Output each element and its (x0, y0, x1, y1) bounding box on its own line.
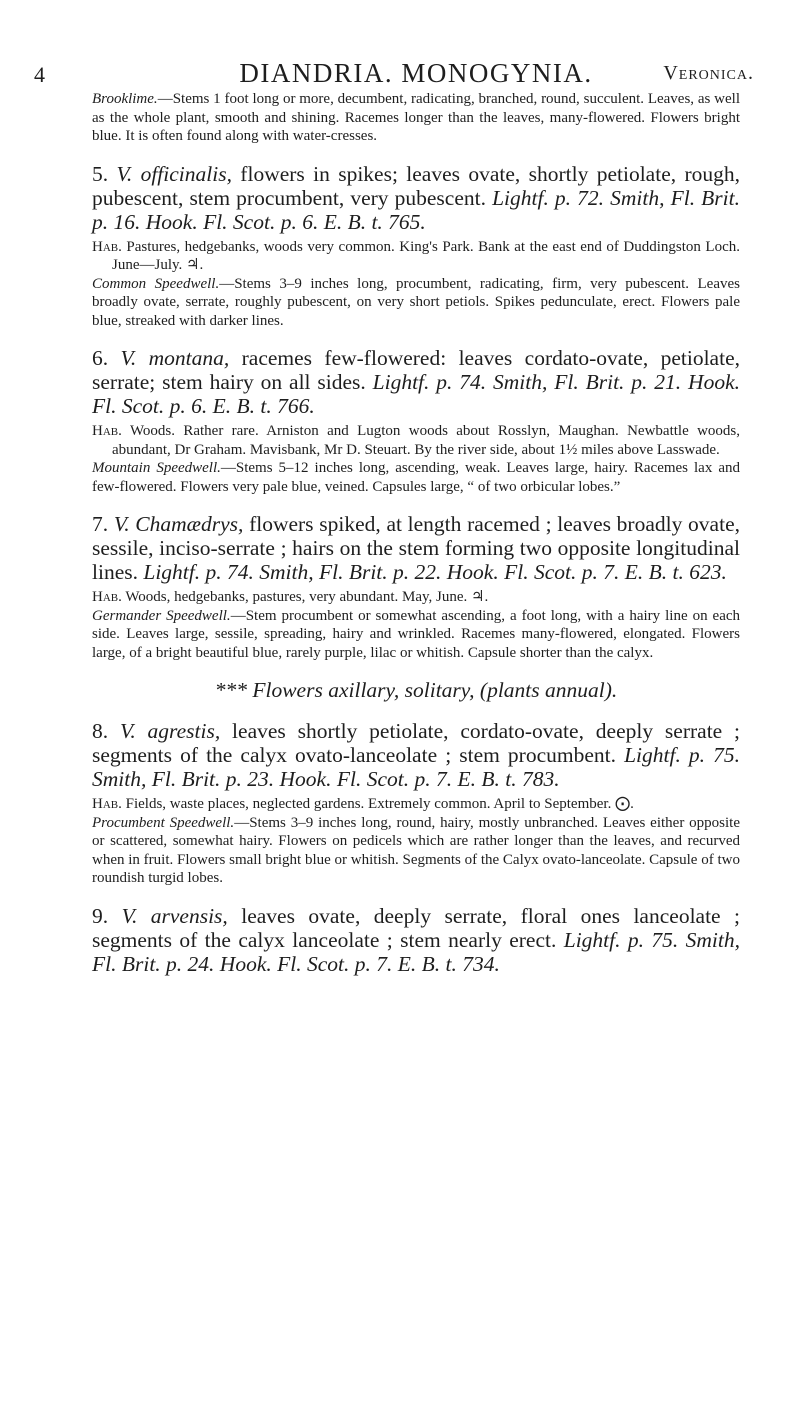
species-references: Lightf. p. 74. Smith, Fl. Brit. p. 21. Hook. Fl. Scot. p. 6. E. B. t. 766. (92, 370, 740, 418)
running-header (34, 44, 754, 88)
habitat (92, 422, 740, 459)
common-note (92, 607, 740, 663)
common-name: Germander Speedwell. (92, 607, 231, 624)
species-name: V. montana, (120, 346, 230, 370)
species-number: 6. (92, 346, 109, 370)
species-diagnosis: racemes few-flowered: leaves cordato-ovate, petiolate, serrate; stem hairy on all sides. (92, 346, 740, 394)
species-number: 7. (92, 512, 109, 536)
running-title: DIANDRIA. MONOGYNIA. (239, 58, 593, 88)
habitat-text: Woods. Rather rare. Arniston and Lugton woods about Rosslyn, Maughan. Newbattle woods, abundant, Dr Graham. Mavisbank, Mr D. Steuart. By the river side, about 1½ miles above Lasswade. (112, 423, 740, 458)
brooklime-note (92, 90, 740, 146)
species-references: Lightf. p. 75. Smith, Fl. Brit. p. 23. Hook. Fl. Scot. p. 7. E. B. t. 783. (92, 743, 740, 791)
common-name: Common Speedwell. (92, 275, 220, 292)
hab-label: Hab. (92, 589, 122, 605)
species-references: Lightf. p. 72. Smith, Fl. Brit. p. 16. Hook. Fl. Scot. p. 6. E. B. t. 765. (92, 185, 740, 234)
species-diagnosis: flowers spiked, at length racemed ; leaves broadly ovate, sessile, inciso-serrate ; hairs on the stem forming two opposite longitudinal lines. (92, 512, 740, 584)
species-entry (92, 512, 740, 584)
habitat (92, 795, 740, 814)
hab-label: Hab. (92, 423, 122, 439)
species-entry (92, 162, 740, 234)
common-description: —Stems 1 foot long or more, decumbent, radicating, branched, round, succulent. Leaves, as well as the whole plant, smooth and shining. Racemes longer than the leaves, many-flowered. Flowers bright blue. It is often found along with water-cresses. (92, 91, 740, 144)
species-entry (92, 719, 740, 791)
species-diagnosis: flowers in spikes; leaves ovate, shortly petiolate, rough, pubescent, stem procumbent, very pubescent. (92, 161, 740, 210)
species-diagnosis: leaves shortly petiolate, cordato-ovate, deeply serrate ; segments of the calyx ovato-lanceolate ; stem procumbent. (92, 719, 741, 767)
common-description: —Stems 5–12 inches long, ascending, weak. Leaves large, hairy. Racemes lax and few-flowered. Flowers very pale blue, veined. Capsules large, “ of two orbicular lobes.” (92, 460, 740, 495)
species-references: Lightf. p. 74. Smith, Fl. Brit. p. 22. Hook. Fl. Scot. p. 7. E. B. t. 623. (143, 560, 727, 584)
genus-heading: Veronica. (663, 62, 754, 84)
common-note (92, 814, 740, 888)
species-name: V. Chamædrys, (113, 512, 244, 536)
habitat (92, 588, 740, 607)
species-name: V. arvensis, (121, 903, 228, 928)
species-name: V. agrestis, (119, 719, 221, 743)
species-name: V. officinalis, (116, 161, 232, 186)
common-name: Procumbent Speedwell. (92, 814, 235, 831)
common-description: —Stems 3–9 inches long, procumbent, radicating, firm, very pubescent. Leaves broadly ovate, serrate, roughly pubescent, on very short petiols. Spikes pedunculate, erect. Flowers pale blue, streaked with darker lines. (92, 275, 740, 329)
species-entry (92, 904, 740, 976)
species-diagnosis: leaves ovate, deeply serrate, floral ones lanceolate ; segments of the calyx lanceolate ; stem nearly erect. (92, 903, 741, 952)
common-note (92, 459, 740, 496)
habitat-text: Fields, waste places, neglected gardens. Extremely common. April to September. ⨀. (121, 796, 634, 812)
hab-label: Hab. (92, 238, 122, 255)
common-name: Mountain Speedwell. (92, 460, 221, 476)
species-number: 8. (92, 719, 109, 743)
habitat (92, 238, 740, 275)
habitat-text: Pastures, hedgebanks, woods very common. King's Park. Bank at the east end of Duddingston Loch. June—July. ♃. (112, 238, 740, 273)
habitat-text: Woods, hedgebanks, pastures, very abundant. May, June. ♃. (121, 589, 489, 605)
page-number: 4 (34, 62, 45, 87)
common-note (92, 275, 740, 331)
hab-label: Hab. (92, 796, 122, 812)
common-name: Brooklime. (92, 91, 158, 107)
common-description: —Stem procumbent or somewhat ascending, a foot long, with a hairy line on each side. Leaves large, sessile, spreading, hairy and wrinkled. Racemes many-flowered, elongated. Flowers large, of a bright beautiful blue, rarely purple, lilac or whitish. Capsule shorter than the calyx. (92, 607, 741, 661)
section-heading: *** Flowers axillary, solitary, (plants annual). (214, 678, 618, 702)
common-description: —Stems 3–9 inches long, round, hairy, mostly unbranched. Leaves either opposite or scattered, somewhat hairy. Flowers on pedicels which are rather longer than the leaves, and recurved when in fruit. Flowers small bright blue or whitish. Segments of the Calyx ovato-lanceolate. Capsule of two roundish turgid lobes. (92, 814, 740, 886)
species-number: 9. (92, 903, 109, 928)
species-entry (92, 346, 740, 418)
species-number: 5. (92, 161, 109, 186)
species-references: Lightf. p. 75. Smith, Fl. Brit. p. 24. Hook. Fl. Scot. p. 7. E. B. t. 734. (92, 927, 740, 976)
